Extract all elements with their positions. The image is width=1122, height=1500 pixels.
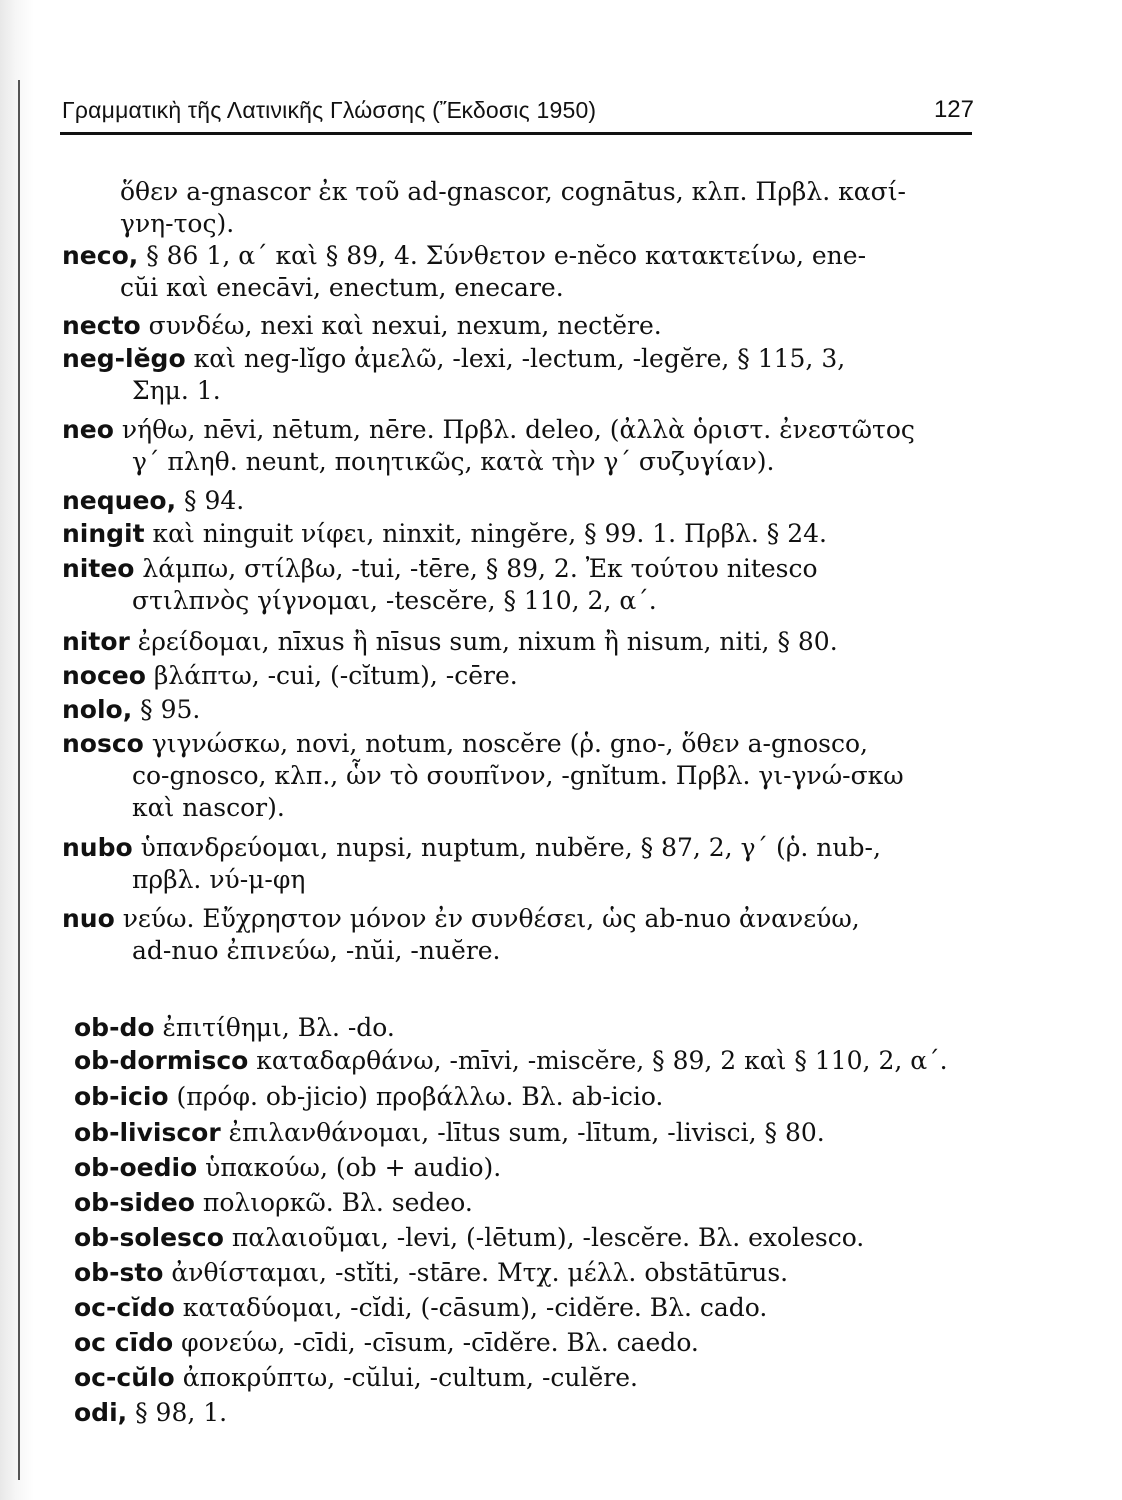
dictionary-entry [74, 1187, 473, 1219]
entry-line: γνη-τος). [120, 209, 235, 238]
entry-headword: ningit [62, 519, 145, 548]
dictionary-entry [74, 1362, 638, 1394]
entry-text: καταδύομαι, -cĭdi, (-cāsum), -cidĕre. Βλ. cado. [182, 1293, 768, 1322]
entry-headword: ob-dormisco [74, 1046, 249, 1075]
entry-headword: nuo [62, 904, 115, 933]
entry-line: co-gnosco, κλπ., ὧν τὸ σουπῖνον, -gnĭtum. Πρβλ. γι-γνώ-σκω [132, 761, 904, 790]
dictionary-entry [74, 1222, 864, 1254]
dictionary-entry [74, 1397, 227, 1429]
dictionary-entry [62, 414, 915, 478]
entry-text: φονεύω, -cīdi, -cīsum, -cīdĕre. Βλ. caedo. [181, 1328, 699, 1357]
entry-line: ad-nuo ἐπινεύω, -nŭi, -nuĕre. [132, 936, 501, 965]
dictionary-entry [74, 1152, 501, 1184]
entry-text: καταδαρθάνω, -mīvi, -miscĕre, § 89, 2 καὶ § 110, 2, α΄. [256, 1046, 948, 1075]
entry-headword: nolo, [62, 695, 133, 724]
entry-headword: odi, [74, 1398, 128, 1427]
entry-text: συνδέω, nexi καὶ nexui, nexum, nectĕre. [148, 311, 662, 340]
dictionary-entry [62, 832, 881, 896]
dictionary-entry [62, 343, 845, 407]
dictionary-entry [74, 1081, 663, 1113]
entry-text: ὑπακούω, (ob + audio). [205, 1153, 502, 1182]
dictionary-entry [74, 1257, 788, 1289]
dictionary-entry [62, 626, 838, 658]
entry-text: ἀποκρύπτω, -cŭlui, -cultum, -culĕre. [182, 1363, 638, 1392]
entry-text: § 98, 1. [135, 1398, 228, 1427]
dictionary-entry [74, 1292, 767, 1324]
entry-headword: ob-oedio [74, 1153, 198, 1182]
dictionary-entry [62, 728, 904, 824]
dictionary-entry [74, 1327, 699, 1359]
dictionary-entry [62, 485, 244, 517]
entry-text: § 94. [184, 486, 245, 515]
entry-headword: ob-icio [74, 1082, 169, 1111]
entry-text: ἐπιτίθημι, Βλ. -do. [162, 1013, 395, 1042]
entry-text: γιγνώσκω, novi, notum, noscĕre (ῥ. gno-, ὅθεν a-gnosco, [151, 729, 868, 758]
entry-text: (πρόφ. ob-jicio) προβάλλω. Βλ. ab-icio. [176, 1082, 664, 1111]
entry-line: πρβλ. νύ-μ-φη [132, 865, 306, 894]
entry-headword: nitor [62, 627, 130, 656]
entry-headword: ob-sideo [74, 1188, 195, 1217]
entry-text: ἐρείδομαι, nīxus ἢ nīsus sum, nixum ἢ nisum, niti, § 80. [137, 627, 838, 656]
entry-headword: neg-lĕgo [62, 344, 186, 373]
dictionary-entry [120, 176, 906, 240]
entry-headword: neo [62, 415, 114, 444]
entry-text: λάμπω, στίλβω, -tui, -tēre, § 89, 2. Ἐκ τούτου nitesco [142, 554, 818, 583]
entry-headword: ob-sto [74, 1258, 164, 1287]
entry-text: πολιορκῶ. Βλ. sedeo. [202, 1188, 473, 1217]
entry-headword: ob-liviscor [74, 1118, 221, 1147]
entry-line: στιλπνὸς γίγνομαι, -tescĕre, § 110, 2, α΄. [132, 586, 657, 615]
dictionary-entry [62, 694, 200, 726]
dictionary-entry [62, 553, 818, 617]
entry-text: παλαιοῦμαι, -levi, (-lētum), -lescĕre. Βλ. exolesco. [231, 1223, 865, 1252]
entry-line: γ΄ πληθ. neunt, ποιητικῶς, κατὰ τὴν γ΄ συζυγίαν). [132, 447, 775, 476]
entry-line: ὅθεν a-gnascor ἐκ τοῦ ad-gnascor, cognātus, κλπ. Πρβλ. κασί- [120, 177, 906, 206]
entry-text: § 95. [140, 695, 201, 724]
entry-text: ὑπανδρεύομαι, nupsi, nuptum, nubĕre, § 87, 2, γ΄ (ῥ. nub-, [140, 833, 881, 862]
entry-headword: noceo [62, 661, 146, 690]
page-number: 127 [933, 96, 974, 123]
entry-text: νήθω, nēvi, nētum, nēre. Πρβλ. deleo, (ἀλλὰ ὁριστ. ἐνεστῶτος [121, 415, 915, 444]
entry-headword: niteo [62, 554, 135, 583]
dictionary-entry [74, 1117, 825, 1149]
entry-headword: ob-solesco [74, 1223, 224, 1252]
entry-line: Σημ. 1. [132, 376, 221, 405]
entry-headword: necto [62, 311, 141, 340]
dictionary-entry [62, 903, 860, 967]
entry-headword: ob-do [74, 1013, 155, 1042]
entry-headword: nosco [62, 729, 144, 758]
entry-text: καὶ ninguit νίφει, ninxit, ningĕre, § 99. 1. Πρβλ. § 24. [152, 519, 827, 548]
dictionary-entry [74, 1012, 395, 1044]
entry-headword: oc-cŭlo [74, 1363, 175, 1392]
entry-text: § 86 1, α΄ καὶ § 89, 4. Σύνθετον e-nĕco κατακτείνω, ene- [146, 241, 867, 270]
running-title: Γραμματικὴ τῆς Λατινικῆς Γλώσσης (Ἔκδοσις 1950) [62, 97, 597, 123]
entry-headword: nubo [62, 833, 133, 862]
dictionary-entry [62, 310, 662, 342]
dictionary-entry [62, 518, 827, 550]
entry-text: ἀνθίσταμαι, -stĭti, -stāre. Μτχ. μέλλ. obstātūrus. [171, 1258, 789, 1287]
entry-headword: oc-cĭdo [74, 1293, 175, 1322]
dictionary-entry [62, 660, 518, 692]
entry-headword: nequeo, [62, 486, 177, 515]
entry-text: βλάπτω, -cui, (-cĭtum), -cēre. [153, 661, 518, 690]
dictionary-entry [62, 240, 866, 304]
entry-headword: oc cīdo [74, 1328, 174, 1357]
dictionary-entry [74, 1045, 948, 1077]
entry-text: ἐπιλανθάνομαι, -lītus sum, -lītum, -livisci, § 80. [228, 1118, 825, 1147]
entry-headword: neco, [62, 241, 139, 270]
entry-line: καὶ nascor). [132, 793, 285, 822]
entry-line: cŭi καὶ enecāvi, enectum, enecare. [120, 273, 564, 302]
entry-text: νεύω. Εὔχρηστον μόνον ἐν συνθέσει, ὡς ab-nuo ἀνανεύω, [122, 904, 860, 933]
entry-text: καὶ neg-lĭgo ἀμελῶ, -lexi, -lectum, -legĕre, § 115, 3, [193, 344, 846, 373]
